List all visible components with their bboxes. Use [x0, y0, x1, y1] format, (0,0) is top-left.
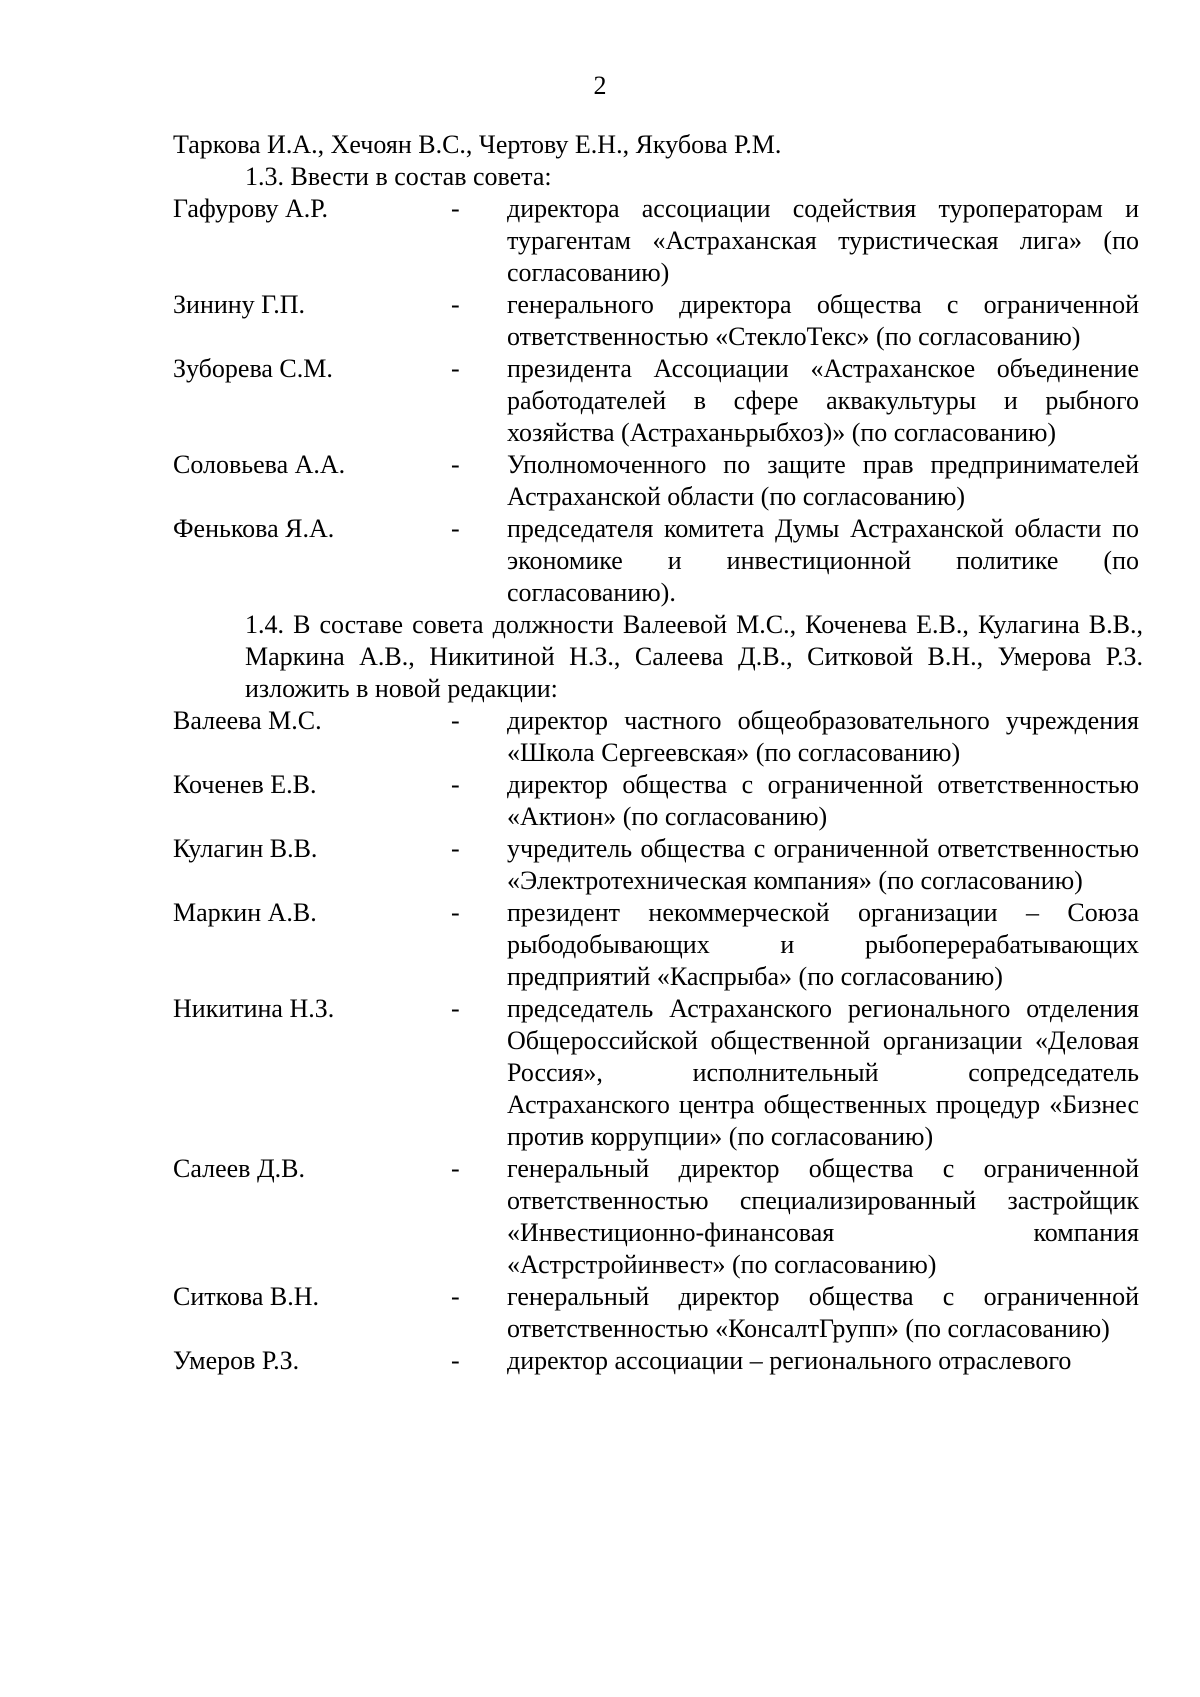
member-dash: -	[451, 706, 460, 735]
member-dash: -	[451, 194, 460, 223]
member-row	[173, 289, 1143, 353]
member-row	[173, 513, 1143, 609]
member-dash: -	[451, 450, 460, 479]
clause-1-4-intro: 1.4. В составе совета должности Валеевой М.С., Коченева Е.В., Кулагина В.В., Маркина А.В., Никитиной Н.З., Салеева Д.В., Ситковой В.Н., Умерова Р.З. изложить в новой редакции:	[245, 610, 1143, 703]
member-row	[173, 1281, 1143, 1345]
document-body	[173, 129, 1143, 1377]
member-name: Валеева М.С.	[173, 706, 322, 735]
member-position: директор ассоциации – регионального отраслевого	[507, 1346, 1072, 1375]
member-row	[173, 193, 1143, 289]
member-dash: -	[451, 994, 460, 1023]
member-row	[173, 705, 1143, 769]
member-position: директора ассоциации содействия туроператорам и турагентам «Астраханская туристическая лига» (по согласованию)	[507, 194, 1139, 287]
member-position: директор общества с ограниченной ответственностью «Актион» (по согласованию)	[507, 770, 1139, 831]
member-row	[173, 353, 1143, 449]
member-name: Зуборева С.М.	[173, 354, 333, 383]
member-position: учредитель общества с ограниченной ответственностью «Электротехническая компания» (по согласованию)	[507, 834, 1139, 895]
member-row	[173, 993, 1143, 1153]
member-dash: -	[451, 290, 460, 319]
page-number: 2	[593, 71, 607, 100]
clause-1-4-member-list	[173, 705, 1143, 1377]
member-name: Гафурову А.Р.	[173, 194, 328, 223]
member-dash: -	[451, 834, 460, 863]
member-position: генеральный директор общества с ограниченной ответственностью специализированный застройщик «Инвестиционно-финансовая компания «Астрстройинвест» (по согласованию)	[507, 1154, 1139, 1279]
member-name: Салеев Д.В.	[173, 1154, 306, 1183]
clause-1-3-member-list	[173, 193, 1143, 609]
member-position: президента Ассоциации «Астраханское объединение работодателей в сфере аквакультуры и рыбного хозяйства (Астраханьрыбхоз)» (по согласованию)	[507, 354, 1139, 447]
member-position: председатель Астраханского регионального отделения Общероссийской общественной организации «Деловая Россия», исполнительный сопредседатель Астраханского центра общественных процедур «Бизнес против коррупции» (по согласованию)	[507, 994, 1139, 1151]
member-dash: -	[451, 1346, 460, 1375]
member-position: президент некоммерческой организации – Союза рыбодобывающих и рыбоперерабатывающих предприятий «Каспрыба» (по согласованию)	[507, 898, 1139, 991]
member-position: Уполномоченного по защите прав предпринимателей Астраханской области (по согласованию)	[507, 450, 1139, 511]
member-dash: -	[451, 1154, 460, 1183]
member-row	[173, 833, 1143, 897]
member-row	[173, 897, 1143, 993]
member-row	[173, 769, 1143, 833]
member-name: Фенькова Я.А.	[173, 514, 335, 543]
member-dash: -	[451, 354, 460, 383]
member-row	[173, 1345, 1143, 1377]
member-name: Соловьева А.А.	[173, 450, 346, 479]
member-row	[173, 449, 1143, 513]
member-position: директор частного общеобразовательного учреждения «Школа Сергеевская» (по согласованию)	[507, 706, 1139, 767]
member-row	[173, 1153, 1143, 1281]
member-name: Ситкова В.Н.	[173, 1282, 320, 1311]
member-dash: -	[451, 1282, 460, 1311]
member-name: Коченев Е.В.	[173, 770, 317, 799]
member-dash: -	[451, 898, 460, 927]
member-name: Умеров Р.З.	[173, 1346, 300, 1375]
member-name: Кулагин В.В.	[173, 834, 318, 863]
list-1-2-continuation: Таркова И.А., Хечоян В.С., Чертову Е.Н., Якубова Р.М.	[173, 130, 782, 159]
clause-1-3-heading: 1.3. Ввести в состав совета:	[245, 162, 552, 191]
member-name: Маркин А.В.	[173, 898, 317, 927]
member-position: председателя комитета Думы Астраханской области по экономике и инвестиционной политике (по согласованию).	[507, 514, 1139, 607]
member-position: генерального директора общества с ограниченной ответственностью «СтеклоТекс» (по согласованию)	[507, 290, 1139, 351]
member-name: Никитина Н.З.	[173, 994, 335, 1023]
member-dash: -	[451, 770, 460, 799]
member-dash: -	[451, 514, 460, 543]
member-name: Зинину Г.П.	[173, 290, 306, 319]
member-position: генеральный директор общества с ограниченной ответственностью «КонсалтГрупп» (по согласованию)	[507, 1282, 1139, 1343]
